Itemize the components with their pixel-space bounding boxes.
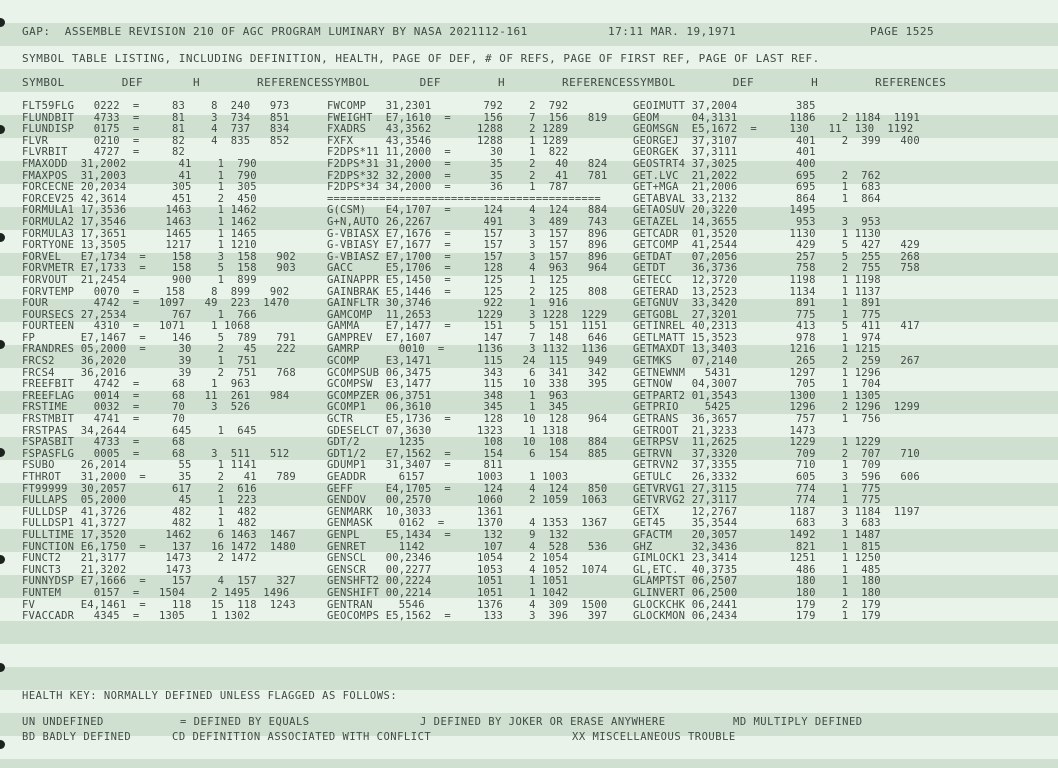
symbol-row: GENSHIFT 00,2214 1051 1 1042	[327, 586, 569, 599]
symbol-row: FP E7,1467 = 146 5 789 791	[22, 331, 296, 344]
symbol-row: FULLDSP 41,3726 482 1 482	[22, 505, 257, 518]
symbol-row: FV E4,1461 = 118 15 118 1243	[22, 598, 296, 611]
symbol-row: GENTRAN 5546 1376 4 309 1500	[327, 598, 608, 611]
symbol-row: FT99999 30,2057 617 2 616	[22, 482, 257, 495]
symbol-row: GETNEWNM 5431 1297 1 1296	[633, 366, 881, 379]
feed-hole	[0, 740, 5, 749]
symbol-column-1	[22, 101, 296, 623]
symbol-row: FTHROT 31,2000 = 35 2 41 789	[22, 471, 296, 483]
symbol-row: FULLDSP1 41,3727 482 1 482	[22, 517, 257, 530]
symbol-row: FWCOMP 31,2301 792 2 792	[327, 100, 569, 112]
symbol-row: GCTR E5,1736 = 128 10 128 964	[327, 413, 608, 426]
symbol-row: FORMULA2 17,3546 1463 1 1462	[22, 215, 257, 228]
symbol-row: FRSTMBIT 4741 = 70	[22, 413, 186, 426]
symbol-row: FLVR 0210 = 82 4 835 852	[22, 134, 290, 147]
symbol-row: GETECC 12,3720 1198 1 1198	[633, 273, 881, 286]
symbol-row: GAMRP 0010 = 1136 3 1132 1136	[327, 343, 608, 356]
column-header-1: SYMBOL DEF H REFERENCES	[22, 76, 329, 89]
symbol-row: FSPASFLG 0005 = 68 3 511 512	[22, 447, 290, 460]
symbol-row: FRCS2 36,2020 39 1 751	[22, 355, 257, 368]
symbol-row: GENMARK 10,3033 1361	[327, 505, 504, 518]
symbol-row: GETGNUV 33,3420 891 1 891	[633, 297, 881, 310]
symbol-row: FULLTIME 17,3520 1462 6 1463 1467	[22, 528, 296, 541]
feed-hole	[0, 340, 5, 349]
feed-hole	[0, 555, 5, 564]
symbol-row: GACC E5,1706 = 128 4 963 964	[327, 262, 608, 275]
symbol-row: GETRANS 36,3657 757 1 756	[633, 413, 881, 426]
symbol-row: GETMAXDT 13,3403 1216 1 1215	[633, 343, 881, 356]
symbol-row: GLAMPTST 06,2507 180 1 180	[633, 575, 881, 588]
symbol-row: GETERAD 13,2523 1134 1 1137	[633, 285, 881, 298]
symbol-row: GENSCR 00,2277 1053 4 1052 1074	[327, 563, 608, 576]
symbol-row: GETMKS 07,2140 265 2 259 267	[633, 355, 920, 368]
symbol-row: F2DPS*11 11,2000 = 30 1 822	[327, 146, 569, 159]
symbol-row: FORTYONE 13,3505 1217 1 1210	[22, 239, 257, 252]
symbol-row: GEOCOMPS E5,1562 = 133 3 396 397	[327, 610, 608, 623]
symbol-row: GAMCOMP 11,2653 1229 3 1228 1229	[327, 308, 608, 321]
symbol-row: GHZ 32,3436 821 1 815	[633, 540, 881, 553]
symbol-row: FOURSECS 27,2534 767 1 766	[22, 308, 257, 321]
symbol-row: FORVTEMP 0070 = 158 8 899 902	[22, 285, 290, 298]
symbol-row: FWEIGHT E7,1610 = 156 7 156 819	[327, 111, 608, 124]
symbol-row: GIMLOCK1 23,3414 1251 1 1250	[633, 552, 881, 565]
symbol-row: GETROOT 21,3233 1473	[633, 424, 816, 437]
health-key-misc: XX MISCELLANEOUS TROUBLE	[572, 731, 736, 743]
symbol-row: F2DPS*32 32,2000 = 35 2 41 781	[327, 169, 608, 182]
symbol-row: FLUNDBIT 4733 = 81 3 734 851	[22, 111, 290, 124]
symbol-row: GCOMPSUB 06,3475 343 6 341 342	[327, 366, 608, 379]
symbol-row: F2DPS*31 31,2000 = 35 2 40 824	[327, 157, 608, 170]
symbol-row: FREEFBIT 4742 = 68 1 963	[22, 378, 251, 391]
symbol-row: GETPART2 01,3543 1300 1 1305	[633, 389, 881, 402]
symbol-row: FUNNYDSP E7,1666 = 157 4 157 327	[22, 575, 296, 588]
symbol-row: GETVRVG2 27,3117 774 1 775	[633, 494, 881, 507]
symbol-row: FXFX 43,3546 1288 1 1289	[327, 134, 569, 147]
symbol-row: GENSCL 00,2346 1054 2 1054	[327, 552, 569, 565]
symbol-row: GET45 35,3544 683 3 683	[633, 517, 881, 530]
symbol-row: ==========================================	[327, 192, 601, 205]
tractor-feed-holes	[0, 0, 10, 768]
symbol-row: FREEFLAG 0014 = 68 11 261 984	[22, 389, 290, 402]
symbol-row: FORMULA3 17,3651 1465 1 1465	[22, 227, 257, 240]
symbol-row: GLINVERT 06,2500 180 1 180	[633, 586, 881, 599]
symbol-column-2	[327, 101, 607, 623]
symbol-row: GETAZEL 14,3655 953 3 953	[633, 215, 881, 228]
symbol-row: GETULC 26,3332 605 3 596 606	[633, 471, 920, 483]
symbol-row: GETRPSV 11,2625 1229 1 1229	[633, 436, 881, 449]
symbol-row: GAINAPPR E5,1450 = 125 1 125	[327, 273, 569, 286]
symbol-row: GETDT 36,3736 758 2 755 758	[633, 262, 920, 275]
page-number: PAGE 1525	[870, 25, 935, 38]
symbol-row: GEOSTRT4 37,3025 400	[633, 157, 816, 170]
feed-hole	[0, 125, 5, 134]
symbol-row: GEFF E4,1705 = 124 4 124 850	[327, 482, 608, 495]
column-header-3: SYMBOL DEF H REFERENCES	[633, 76, 947, 89]
symbol-row: GEORGEK 37,3111 401	[633, 146, 816, 159]
symbol-row: GETVRVG1 27,3115 774 1 775	[633, 482, 881, 495]
feed-hole	[0, 18, 5, 27]
symbol-row: FORVMETR E7,1733 = 158 5 158 903	[22, 262, 296, 275]
health-key-badly: BD BADLY DEFINED	[22, 731, 132, 743]
symbol-row: GEOMSGN E5,1672 = 130 11 130 1192	[633, 123, 914, 136]
symbol-row: FORVEL E7,1734 = 158 3 158 902	[22, 250, 296, 263]
symbol-row: GCOMP1 06,3610 345 1 345	[327, 401, 569, 414]
listing-timestamp: 17:11 MAR. 19,1971	[608, 25, 737, 38]
symbol-row: GETLMATT 15,3523 978 1 974	[633, 331, 881, 344]
symbol-row: FLUNDISP 0175 = 81 4 737 834	[22, 123, 290, 136]
symbol-row: F2DPS*34 34,2000 = 36 1 787	[327, 181, 569, 194]
symbol-row: GENMASK 0162 = 1370 4 1353 1367	[327, 517, 608, 530]
symbol-row: GENSHFT2 00,2224 1051 1 1051	[327, 575, 569, 588]
symbol-row: FUNCTION E6,1750 = 137 16 1472 1480	[22, 540, 296, 553]
symbol-row: FMAXODD 31,2002 41 1 790	[22, 157, 257, 170]
symbol-row: GLOCKMON 06,2434 179 1 179	[633, 610, 881, 623]
symbol-row: G-VBIASY E7,1677 = 157 3 157 896	[327, 239, 608, 252]
symbol-row: GETNOW 04,3007 705 1 704	[633, 378, 881, 391]
symbol-row: FRSTPAS 34,2644 645 1 645	[22, 424, 257, 437]
symbol-row: GAINBRAK E5,1446 = 125 2 125 808	[327, 285, 608, 298]
symbol-row: GET+MGA 21,2006 695 1 683	[633, 181, 881, 194]
symbol-row: FSPASBIT 4733 = 68	[22, 436, 186, 449]
symbol-row: GETRVN 37,3320 709 2 707 710	[633, 447, 920, 460]
feed-hole	[0, 663, 5, 672]
symbol-row: GDUMP1 31,3407 = 811	[327, 459, 504, 472]
health-key-undefined: UN UNDEFINED	[22, 716, 104, 728]
symbol-row: GET.LVC 21,2022 695 2 762	[633, 169, 881, 182]
feed-hole	[0, 233, 5, 242]
symbol-row: FOURTEEN 4310 = 1071 1 1068	[22, 320, 251, 333]
symbol-row: GETCADR 01,3520 1130 1 1130	[633, 227, 881, 240]
listing-title: GAP: ASSEMBLE REVISION 210 OF AGC PROGRAM LUMINARY BY NASA 2021112-161	[22, 25, 528, 38]
symbol-row: FORMULA1 17,3536 1463 1 1462	[22, 204, 257, 217]
symbol-row: G-VBIASZ E7,1700 = 157 3 157 896	[327, 250, 608, 263]
symbol-row: GETPRIO 5425 1296 2 1296 1299	[633, 401, 920, 414]
symbol-row: GETX 12,2767 1187 3 1184 1197	[633, 505, 920, 518]
symbol-row: FMAXPOS 31,2003 41 1 790	[22, 169, 257, 182]
column-header-2: SYMBOL DEF H REFERENCES	[327, 76, 634, 89]
symbol-row: FXADRS 43,3562 1288 2 1289	[327, 123, 569, 136]
symbol-row: GENPL E5,1434 = 132 9 132	[327, 528, 569, 541]
symbol-row: GAINFLTR 30,3746 922 1 916	[327, 297, 569, 310]
listing-subtitle: SYMBOL TABLE LISTING, INCLUDING DEFINITION, HEALTH, PAGE OF DEF, # OF REFS, PAGE OF FIRST REF, PAGE OF LAST REF.	[22, 52, 820, 65]
symbol-row: GEORGEJ 37,3107 401 2 399 400	[633, 134, 920, 147]
symbol-row: FULLAPS 05,2000 45 1 223	[22, 494, 257, 507]
symbol-row: G(CSM) E4,1707 = 124 4 124 884	[327, 204, 608, 217]
symbol-row: GAMMA E7,1477 = 151 5 151 1151	[327, 320, 608, 333]
symbol-row: GAMPREV E7,1607 147 7 148 646	[327, 331, 608, 344]
symbol-column-3	[633, 101, 920, 623]
symbol-row: GETCOMP 41,2544 429 5 427 429	[633, 239, 920, 252]
symbol-row: GL,ETC. 40,3735 486 1 485	[633, 563, 881, 576]
symbol-row: GLOCKCHK 06,2441 179 2 179	[633, 598, 881, 611]
symbol-row: FORVOUT 21,2454 900 1 899	[22, 273, 257, 286]
symbol-row: GETAOSUV 20,3220 1495	[633, 204, 816, 217]
symbol-row: GETDAT 07,2056 257 5 255 268	[633, 250, 920, 263]
symbol-row: GETRVN2 37,3355 710 1 709	[633, 459, 881, 472]
symbol-row: GETABVAL 33,2132 864 1 864	[633, 192, 881, 205]
symbol-row: FLVRBIT 4727 = 82	[22, 146, 186, 159]
symbol-row: GEADDR 6157 1003 1 1003	[327, 471, 569, 483]
symbol-row: GEOM 04,3131 1186 2 1184 1191	[633, 111, 920, 124]
symbol-row: GEOIMUTT 37,2004 385	[633, 100, 816, 112]
symbol-row: FVACCADR 4345 = 1305 1 1302	[22, 610, 251, 623]
symbol-row: FSUBO 26,2014 55 1 1141	[22, 459, 257, 472]
symbol-row: FORCEV25 42,3614 451 2 450	[22, 192, 257, 205]
symbol-row: FRCS4 36,2016 39 2 751 768	[22, 366, 296, 379]
health-key-title: HEALTH KEY: NORMALLY DEFINED UNLESS FLAGGED AS FOLLOWS:	[22, 690, 398, 702]
symbol-row: GCOMPZER 06,3751 348 1 963	[327, 389, 569, 402]
symbol-row: GCOMPSW E3,1477 115 10 338 395	[327, 378, 608, 391]
health-key-multiply: MD MULTIPLY DEFINED	[733, 716, 863, 728]
symbol-row: FORCECNE 20,2034 305 1 305	[22, 181, 257, 194]
symbol-row: GCOMP E3,1471 115 24 115 949	[327, 355, 608, 368]
symbol-row: G-VBIASX E7,1676 = 157 3 157 896	[327, 227, 608, 240]
symbol-row: GENDOV 00,2570 1060 2 1059 1063	[327, 494, 608, 507]
symbol-row: FRANDRES 05,2000 = 30 2 45 222	[22, 343, 296, 356]
symbol-row: FUNCT2 21,3177 1473 2 1472	[22, 552, 257, 565]
symbol-row: GETINREL 40,2313 413 5 411 417	[633, 320, 920, 333]
health-key-conflict: CD DEFINITION ASSOCIATED WITH CONFLICT	[172, 731, 432, 743]
symbol-row: G+N,AUTO 26,2267 491 3 489 743	[327, 215, 608, 228]
symbol-row: FUNTEM 0157 = 1504 2 1495 1496	[22, 586, 290, 599]
symbol-row: FLT59FLG 0222 = 83 8 240 973	[22, 100, 290, 112]
health-key-equals: = DEFINED BY EQUALS	[180, 716, 310, 728]
symbol-row: GDT1/2 E7,1562 = 154 6 154 885	[327, 447, 608, 460]
symbol-row: GFACTM 20,3057 1492 1 1487	[633, 528, 881, 541]
symbol-row: GDESELCT 07,3630 1323 1 1318	[327, 424, 569, 437]
symbol-row: FUNCT3 21,3202 1473	[22, 563, 192, 576]
symbol-row: GDT/2 1235 108 10 108 884	[327, 436, 608, 449]
symbol-row: GETGOBL 27,3201 775 1 775	[633, 308, 881, 321]
symbol-row: FRSTIME 0032 = 70 3 526	[22, 401, 251, 414]
feed-hole	[0, 448, 5, 457]
health-key-joker: J DEFINED BY JOKER OR ERASE ANYWHERE	[420, 716, 666, 728]
symbol-row: GENRET 1142 107 4 528 536	[327, 540, 608, 553]
symbol-row: FOUR 4742 = 1097 49 223 1470	[22, 297, 290, 310]
